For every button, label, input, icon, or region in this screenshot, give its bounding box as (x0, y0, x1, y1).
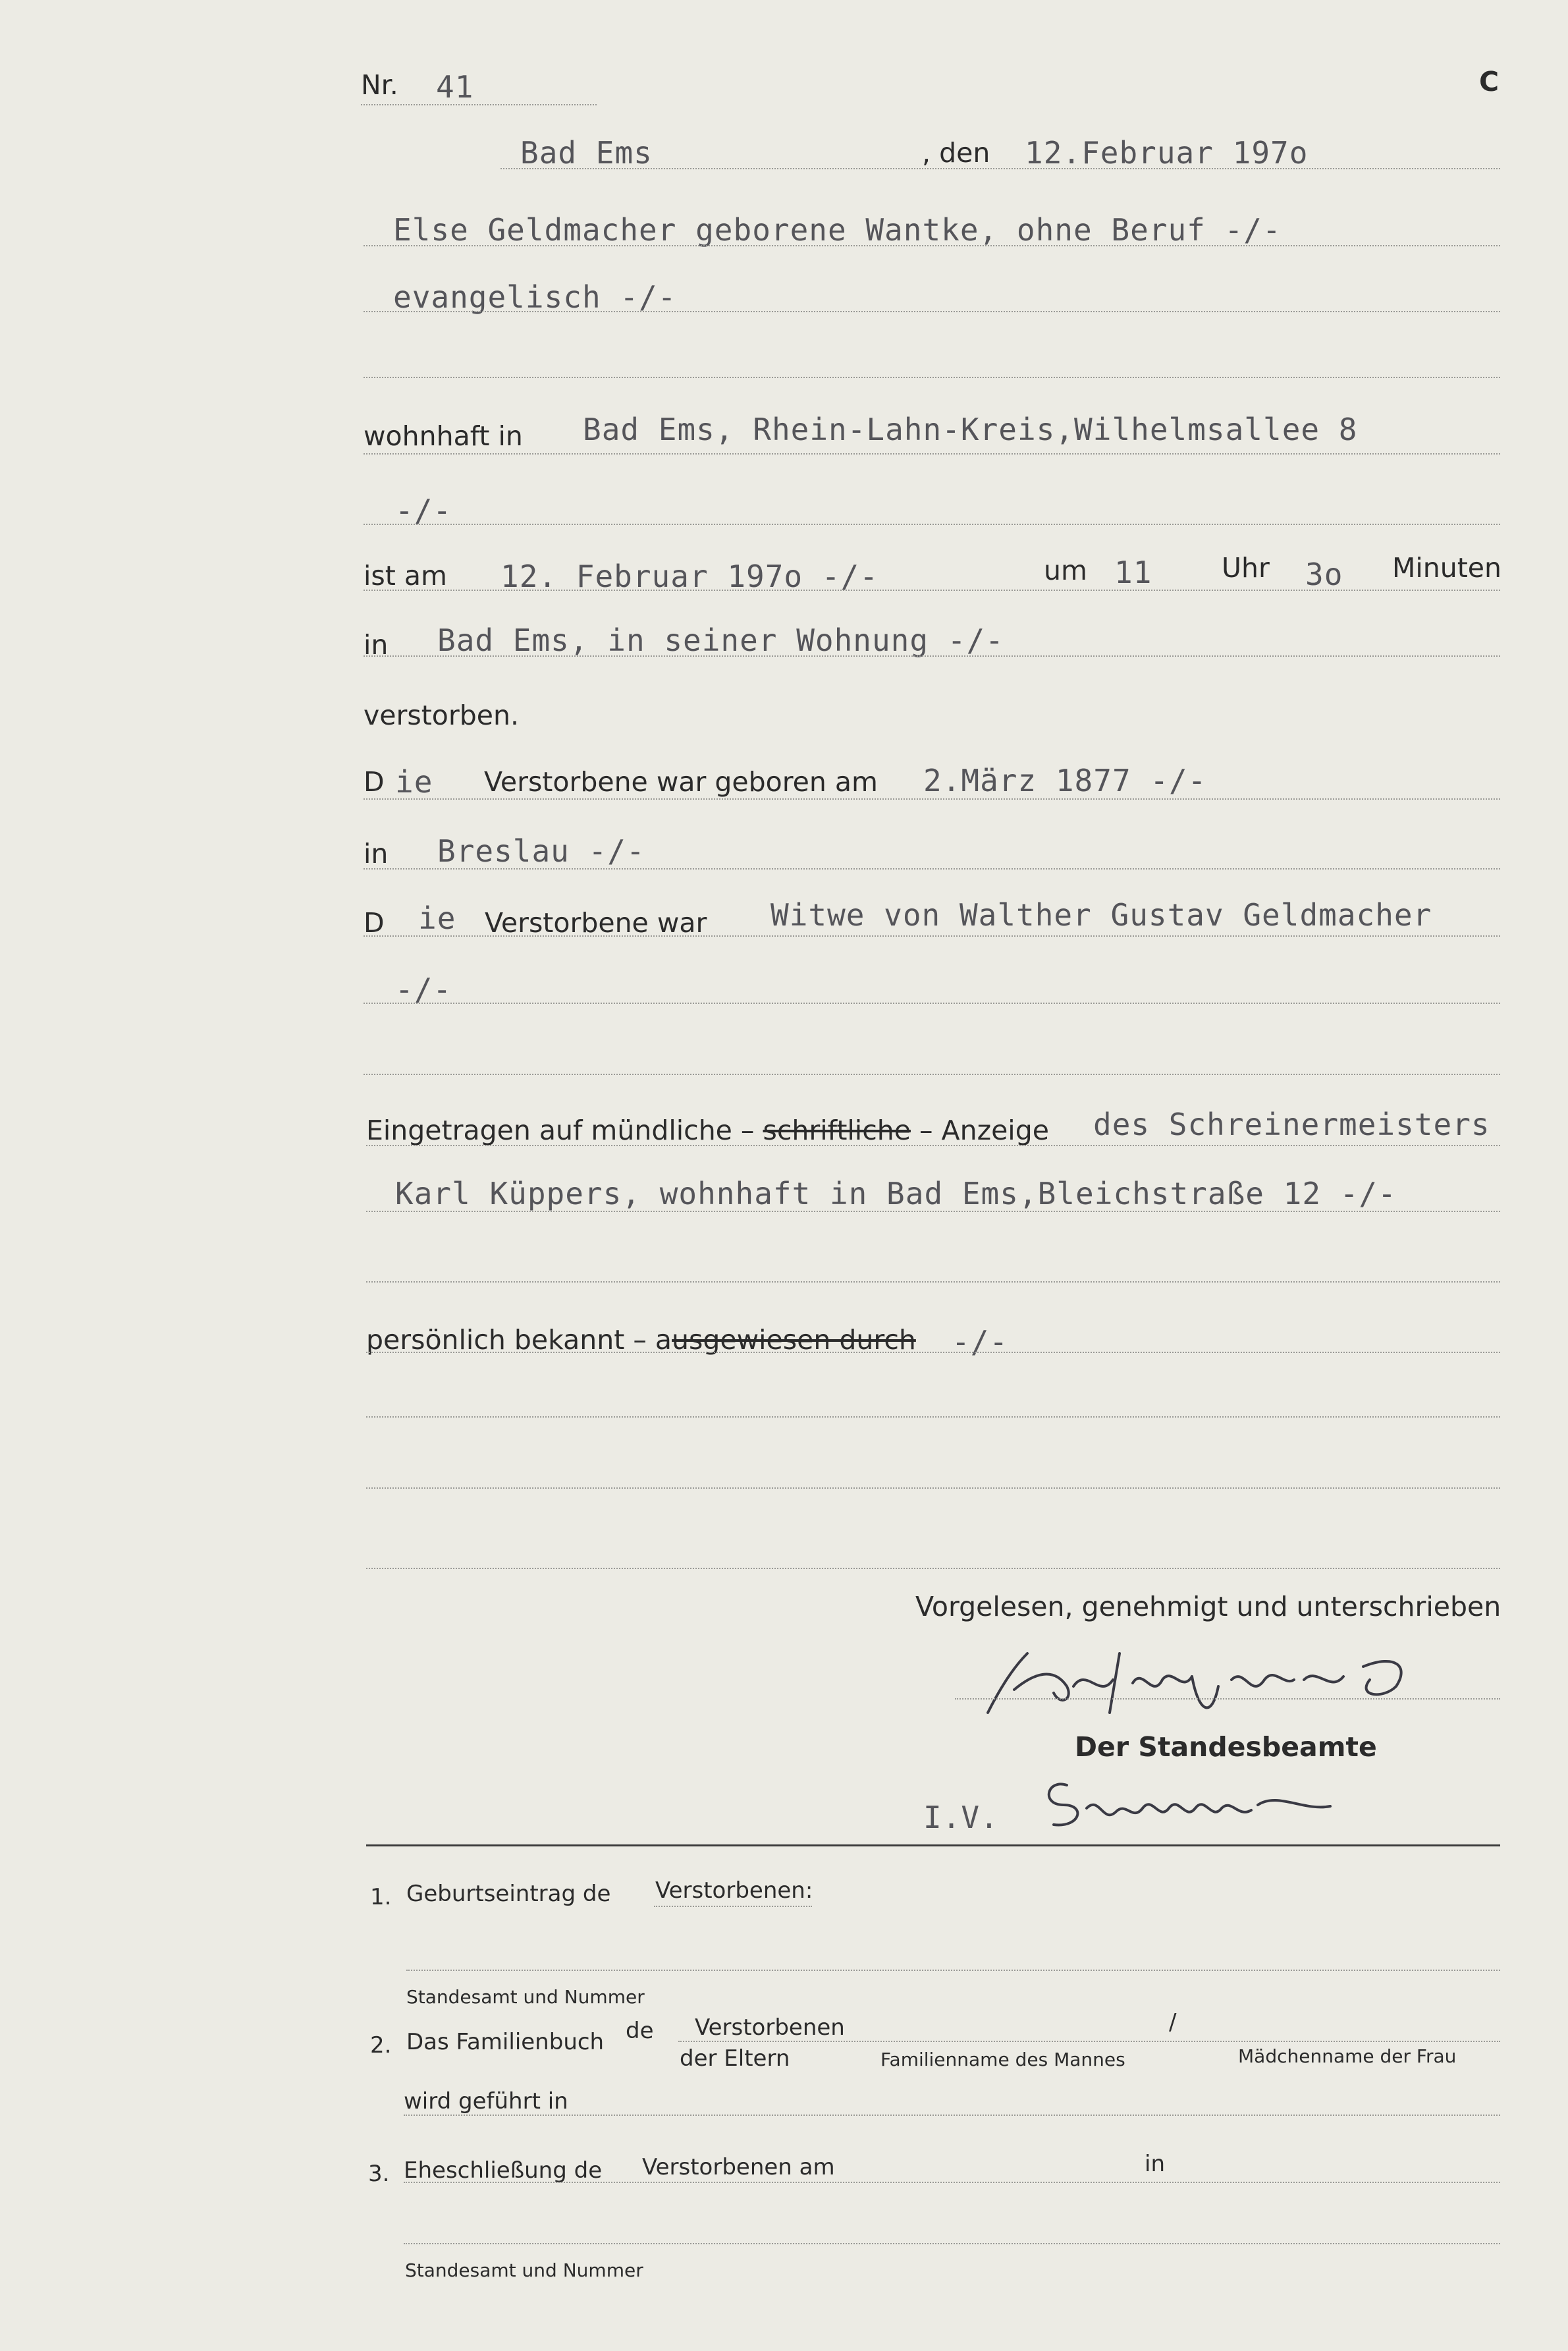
marital-cont-line (364, 1003, 1500, 1004)
note1-value-line (654, 1906, 812, 1907)
residence-cont: -/- (395, 493, 452, 528)
minuten-label: Minuten (1392, 552, 1502, 584)
birth-date: 2.März 1877 -/- (923, 763, 1207, 798)
note3-sub: Standesamt und Nummer (405, 2259, 643, 2281)
death-place-line (364, 655, 1500, 657)
birth-place: Breslau -/- (437, 833, 645, 869)
section-divider (366, 1844, 1500, 1846)
death-in-label: in (364, 629, 389, 661)
blank-line-2 (364, 1074, 1500, 1075)
note2-wife-caption: Mädchenname der Frau (1238, 2045, 1457, 2067)
note2-label: Das Familienbuch (406, 2029, 605, 2055)
corner-letter: C (1479, 66, 1500, 97)
den-label: , den (922, 137, 990, 169)
registration-label: Eingetragen auf mündliche – schriftliche – Anzeige (366, 1115, 1049, 1146)
nr-label: Nr. (361, 69, 398, 101)
residence-line (364, 453, 1500, 455)
note2-kept-label: wird geführt in (404, 2088, 568, 2115)
birth-in-label: in (364, 838, 389, 870)
read-approved-text: Vorgelesen, genehmigt und unterschrieben (915, 1591, 1501, 1622)
place-date-line (500, 168, 1500, 169)
note2-value: Verstorbenen (695, 2014, 845, 2041)
note1-value: Verstorbenen: (655, 1877, 813, 1904)
religion-line (364, 311, 1500, 312)
marital-ie: ie (418, 900, 456, 936)
marital-label: Verstorbene war (485, 907, 707, 939)
birth-ie: ie (395, 764, 433, 800)
um-label: um (1044, 555, 1087, 586)
religion: evangelisch -/- (393, 279, 677, 315)
birth-place-line (364, 868, 1500, 870)
note3-label: Eheschließung de (404, 2157, 603, 2184)
identification-value: -/- (952, 1324, 1009, 1360)
informant-signature-line (955, 1698, 1500, 1700)
note1-line (406, 1970, 1500, 1971)
registration-struck: schriftliche (763, 1115, 911, 1146)
note1-sub: Standesamt und Nummer (406, 1986, 645, 2008)
residence-value: Bad Ems, Rhein-Lahn-Kreis,Wilhelmsallee 8 (583, 412, 1358, 447)
note1-label: Geburtseintrag de (406, 1881, 611, 1907)
name-line (364, 245, 1500, 246)
death-date-label: ist am (364, 560, 447, 592)
note2-husband-caption: Familienname des Mannes (880, 2049, 1125, 2070)
deceased-name: Else Geldmacher geborene Wantke, ohne Beruf -/- (393, 212, 1282, 248)
marital-value: Witwe von Walther Gustav Geldmacher (770, 897, 1432, 933)
note2-value-line (678, 2041, 1500, 2042)
uhr-label: Uhr (1222, 552, 1270, 584)
registrar-signature (1041, 1765, 1343, 1838)
marital-d-label: D (364, 907, 385, 939)
informant-title: des Schreinermeisters (1093, 1107, 1490, 1142)
marital-cont: -/- (395, 972, 452, 1007)
iv-label: I.V. (923, 1800, 999, 1835)
note1-number: 1. (370, 1884, 392, 1910)
residence-label: wohnhaft in (364, 420, 523, 452)
blank-line-1 (364, 377, 1500, 378)
note2-slash: / (1169, 2009, 1177, 2035)
registry-date: 12.Februar 197o (1025, 135, 1309, 171)
note2-number: 2. (370, 2032, 392, 2059)
note3-line (404, 2243, 1500, 2244)
death-hour: 11 (1114, 555, 1152, 590)
death-place: Bad Ems, in seiner Wohnung -/- (437, 622, 1004, 658)
informant-line (366, 1211, 1500, 1212)
nr-line (361, 104, 597, 105)
registry-place: Bad Ems (520, 135, 653, 171)
blank-line-6 (366, 1568, 1500, 1569)
note2-line (404, 2115, 1500, 2116)
death-date: 12. Februar 197o -/- (500, 559, 879, 594)
birth-date-line (364, 798, 1500, 800)
marital-line (364, 935, 1500, 937)
note3-in: in (1145, 2151, 1165, 2177)
birth-label: Verstorbene war geboren am (484, 766, 878, 798)
blank-line-3 (366, 1281, 1500, 1283)
informant-signature (975, 1627, 1422, 1726)
note3-value: Verstorbenen am (642, 2154, 835, 2180)
registration-line (366, 1145, 1500, 1146)
verstorben-label: verstorben. (364, 700, 519, 731)
blank-line-5 (366, 1487, 1500, 1489)
residence-cont-line (364, 524, 1500, 525)
note2-de: de (626, 2018, 654, 2044)
death-date-line (364, 590, 1500, 591)
registrar-label: Der Standesbeamte (1075, 1731, 1377, 1763)
informant-name-address: Karl Küppers, wohnhaft in Bad Ems,Bleichstraße 12 -/- (395, 1176, 1397, 1211)
blank-line-4 (366, 1416, 1500, 1418)
identification-struck: usgewiesen durch (672, 1324, 916, 1356)
identification-line (366, 1352, 1500, 1353)
note3-number: 3. (368, 2161, 390, 2187)
death-minutes: 3o (1305, 557, 1343, 592)
nr-value: 41 (436, 69, 474, 105)
birth-d-label: D (364, 766, 385, 798)
note3-value-line (404, 2182, 1500, 2183)
identification-label: persönlich bekannt – ausgewiesen durch (366, 1324, 916, 1356)
note2-eltern: der Eltern (680, 2045, 790, 2072)
